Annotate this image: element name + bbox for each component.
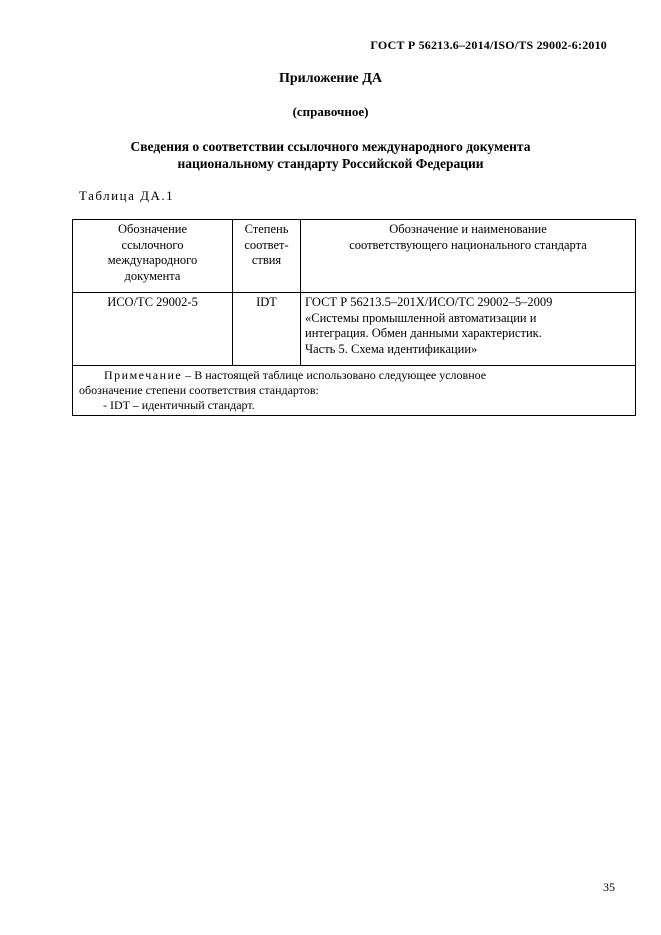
header-col2-line: Степень	[244, 222, 289, 236]
appendix-heading	[0, 138, 661, 172]
appendix-heading-line2: национальному стандарту Российской Федерации	[177, 156, 484, 171]
header-col2-line: соответ-	[244, 237, 289, 252]
note-line1	[79, 368, 629, 383]
appendix-heading-line1: Сведения о соответствии ссылочного международного документа	[130, 139, 531, 154]
row-degree: IDT	[233, 293, 301, 366]
note-line2: обозначение степени соответствия стандартов:	[79, 383, 319, 397]
table-header-row	[73, 220, 636, 293]
note-line1-text: – В настоящей таблице использовано следующее условное	[182, 368, 487, 382]
row-national-standard-line: интеграция. Обмен данными характеристик.	[305, 326, 542, 340]
table-note	[73, 366, 636, 416]
table-label: Таблица ДА.1	[79, 188, 175, 203]
table-row	[73, 293, 636, 366]
row-international-doc: ИСО/ТС 29002-5	[73, 293, 233, 366]
header-col3-line: Обозначение и наименование	[389, 222, 547, 236]
header-col1	[73, 220, 233, 293]
note-label: Примечание	[104, 368, 183, 382]
row-national-standard-line: ГОСТ Р 56213.5–201Х/ИСО/ТС 29002–5–2009	[305, 295, 553, 309]
row-national-standard-line: Часть 5. Схема идентификации»	[305, 341, 478, 356]
note-line3: - IDT – идентичный стандарт.	[103, 398, 255, 412]
header-col2-line: ствия	[251, 253, 282, 267]
row-national-standard	[301, 293, 636, 366]
header-col3-line: соответствующего национального стандарта	[349, 237, 587, 252]
appendix-subtitle: (справочное)	[292, 104, 369, 119]
header-col1-line: документа	[124, 268, 181, 283]
document-code: ГОСТ Р 56213.6–2014/ISO/TS 29002-6:2010	[370, 38, 607, 52]
appendix-title: Приложение ДА	[278, 71, 383, 86]
page-number: 35	[603, 880, 615, 894]
header-col2	[233, 220, 301, 293]
row-national-standard-line: «Системы промышленной автоматизации и	[305, 310, 537, 325]
correspondence-table	[72, 219, 636, 416]
header-col1-line: международного	[107, 253, 198, 267]
header-col3	[301, 220, 636, 293]
header-col1-line: Обозначение	[117, 222, 188, 236]
table-note-row	[73, 366, 636, 416]
header-col1-line: ссылочного	[121, 237, 184, 252]
